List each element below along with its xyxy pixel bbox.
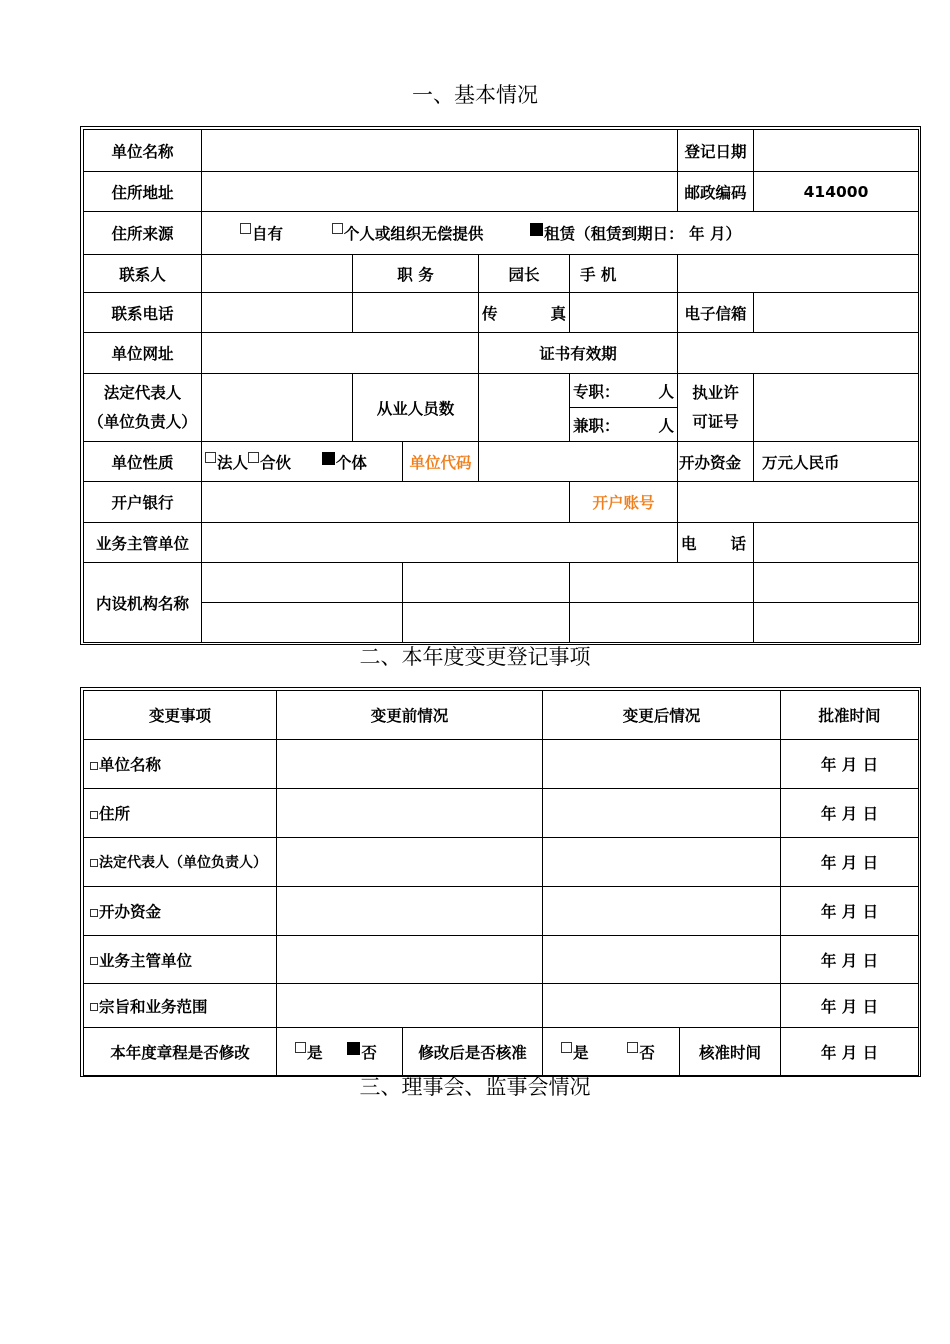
fulltime-cell[interactable] — [570, 374, 678, 408]
parttime-label: 兼职： — [573, 416, 620, 435]
checkbox-partner[interactable] — [248, 452, 259, 463]
checkbox-charter-no-checked[interactable] — [347, 1042, 360, 1055]
nature-label: 单位性质 — [84, 442, 202, 482]
supervisor-value[interactable] — [202, 523, 678, 563]
change-item-scope: 宗旨和业务范围 — [99, 997, 208, 1016]
reg-date-value[interactable] — [754, 130, 919, 172]
checkbox-own[interactable] — [240, 223, 251, 234]
account-label: 开户账号 — [570, 482, 678, 523]
internal-cell-7[interactable] — [570, 603, 754, 643]
charter-label: 本年度章程是否修改 — [84, 1028, 277, 1076]
approval-date[interactable]: 年 月 日 — [781, 984, 919, 1028]
nature-partner-label: 合伙 — [260, 453, 292, 472]
approval-date[interactable]: 年 月 日 — [781, 936, 919, 984]
approved-no-label: 否 — [639, 1043, 655, 1062]
tel-label-b: 话 — [730, 534, 746, 553]
internal-cell-8[interactable] — [754, 603, 919, 643]
contact-value[interactable] — [202, 255, 353, 293]
legal-rep-value[interactable] — [202, 374, 353, 442]
nature-legal-label: 法人 — [217, 453, 249, 472]
approved-label: 修改后是否核准 — [403, 1028, 543, 1076]
internal-cell-6[interactable] — [403, 603, 570, 643]
approval-date[interactable]: 年 月 日 — [781, 838, 919, 887]
parttime-unit: 人 — [658, 416, 674, 435]
section-title-basic: 一、基本情况 — [412, 83, 538, 107]
change-item-cell — [84, 740, 277, 789]
mobile-label: 手 机 — [570, 255, 678, 293]
internal-cell-4[interactable] — [754, 563, 919, 603]
checkbox-approved-no[interactable] — [627, 1042, 638, 1053]
tel-label — [678, 523, 754, 563]
internal-label: 内设机构名称 — [84, 563, 202, 643]
fax-label — [479, 293, 570, 333]
email-label: 电子信箱 — [678, 293, 754, 333]
header-item: 变更事项 — [84, 691, 277, 740]
license-label — [678, 374, 754, 442]
postcode-value[interactable]: 414000 — [754, 172, 919, 212]
header-before: 变更前情况 — [277, 691, 543, 740]
approve-time-date[interactable]: 年 月 日 — [781, 1028, 919, 1076]
internal-cell-5[interactable] — [202, 603, 403, 643]
before-cell[interactable] — [277, 740, 543, 789]
internal-cell-3[interactable] — [570, 563, 754, 603]
checkbox-change-scope[interactable] — [90, 1003, 98, 1011]
approval-date[interactable]: 年 月 日 — [781, 789, 919, 838]
after-cell[interactable] — [543, 789, 781, 838]
staff-count-label: 从业人员数 — [353, 374, 479, 442]
checkbox-change-address[interactable] — [90, 811, 98, 819]
change-item-cell — [84, 789, 277, 838]
before-cell[interactable] — [277, 789, 543, 838]
postcode-label: 邮政编码 — [678, 172, 754, 212]
change-item-cell — [84, 936, 277, 984]
internal-cell-2[interactable] — [403, 563, 570, 603]
after-cell[interactable] — [543, 936, 781, 984]
change-item-cell — [84, 887, 277, 936]
source-free-label: 个人或组织无偿提供 — [343, 225, 484, 243]
change-item-address: 住所 — [99, 805, 131, 823]
phone-label: 联系电话 — [84, 293, 202, 333]
approve-time-label: 核准时间 — [680, 1028, 781, 1076]
change-item-name: 单位名称 — [99, 756, 162, 774]
checkbox-free[interactable] — [332, 223, 343, 234]
change-item-supervisor: 业务主管单位 — [99, 951, 193, 970]
charter-no-label: 否 — [361, 1043, 377, 1062]
license-line1: 执业许 — [692, 383, 739, 402]
supervisor-label: 业务主管单位 — [84, 523, 202, 563]
bank-label: 开户银行 — [84, 482, 202, 523]
nature-options — [202, 442, 403, 482]
fax-label-b: 真 — [550, 304, 566, 323]
checkbox-individual-checked[interactable] — [322, 452, 335, 465]
position-value[interactable]: 园长 — [479, 255, 570, 293]
license-line2: 可证号 — [692, 412, 739, 431]
before-cell[interactable] — [277, 936, 543, 984]
fulltime-unit: 人 — [658, 382, 674, 401]
checkbox-change-name[interactable] — [90, 762, 98, 770]
source-options — [202, 212, 919, 255]
before-cell[interactable] — [277, 887, 543, 936]
staff-count-value[interactable] — [479, 374, 570, 442]
account-value[interactable] — [678, 482, 919, 523]
checkbox-legal[interactable] — [205, 452, 216, 463]
header-after: 变更后情况 — [543, 691, 781, 740]
change-item-funds: 开办资金 — [99, 903, 162, 921]
org-name-value[interactable] — [202, 130, 678, 172]
before-cell[interactable] — [277, 838, 543, 887]
address-label: 住所地址 — [84, 172, 202, 212]
funds-value[interactable]: 万元人民币 — [754, 442, 919, 482]
approval-date[interactable]: 年 月 日 — [781, 740, 919, 789]
phone-extra[interactable] — [353, 293, 479, 333]
phone-value[interactable] — [202, 293, 353, 333]
reg-date-label: 登记日期 — [678, 130, 754, 172]
checkbox-change-supervisor[interactable] — [90, 957, 98, 965]
funds-label: 开办资金 — [678, 442, 754, 482]
change-item-cell — [84, 984, 277, 1028]
after-cell[interactable] — [543, 838, 781, 887]
unit-code-value[interactable] — [479, 442, 678, 482]
address-value[interactable] — [202, 172, 678, 212]
approval-date[interactable]: 年 月 日 — [781, 887, 919, 936]
checkbox-change-legal-rep[interactable] — [90, 859, 98, 867]
section-title-changes: 二、本年度变更登记事项 — [359, 645, 591, 669]
internal-cell-1[interactable] — [202, 563, 403, 603]
changes-table — [80, 687, 921, 1077]
fulltime-label: 专职： — [573, 382, 620, 401]
source-label: 住所来源 — [84, 212, 202, 255]
fax-value[interactable] — [570, 293, 678, 333]
after-cell[interactable] — [543, 984, 781, 1028]
change-item-legal-rep: 法定代表人（单位负责人） — [99, 855, 267, 871]
section-title-board: 三、理事会、监事会情况 — [359, 1075, 591, 1099]
basic-info-table — [80, 126, 921, 645]
mobile-value[interactable] — [678, 255, 919, 293]
unit-code-label: 单位代码 — [403, 442, 479, 482]
checkbox-approved-yes[interactable] — [561, 1042, 572, 1053]
org-name-label: 单位名称 — [84, 130, 202, 172]
bank-value[interactable] — [202, 482, 570, 523]
approved-yes-label: 是 — [573, 1043, 589, 1062]
position-label: 职 务 — [353, 255, 479, 293]
charter-options — [277, 1028, 403, 1076]
after-cell[interactable] — [543, 887, 781, 936]
before-cell[interactable] — [277, 984, 543, 1028]
legal-rep-label — [84, 374, 202, 442]
license-value[interactable] — [754, 374, 919, 442]
header-approval: 批准时间 — [781, 691, 919, 740]
after-cell[interactable] — [543, 740, 781, 789]
checkbox-lease-checked[interactable] — [530, 223, 543, 236]
source-lease-label: 租赁（租赁到期日： 年 月） — [544, 225, 741, 243]
cert-valid-label: 证书有效期 — [479, 333, 678, 374]
source-own-label: 自有 — [252, 225, 284, 243]
fax-label-a: 传 — [482, 304, 498, 323]
change-item-cell — [84, 838, 277, 887]
checkbox-change-funds[interactable] — [90, 909, 98, 917]
checkbox-charter-yes[interactable] — [295, 1042, 306, 1053]
parttime-cell[interactable] — [570, 408, 678, 442]
nature-individual-label: 个体 — [335, 453, 367, 472]
contact-label: 联系人 — [84, 255, 202, 293]
cert-valid-value[interactable] — [678, 333, 919, 374]
website-label: 单位网址 — [84, 333, 202, 374]
legal-rep-line2: （单位负责人） — [88, 412, 197, 431]
approved-options — [543, 1028, 680, 1076]
legal-rep-line1: 法定代表人 — [103, 383, 182, 402]
tel-value[interactable] — [754, 523, 919, 563]
charter-yes-label: 是 — [307, 1043, 323, 1062]
website-value[interactable] — [202, 333, 479, 374]
email-value[interactable] — [754, 293, 919, 333]
tel-label-a: 电 — [681, 534, 697, 553]
